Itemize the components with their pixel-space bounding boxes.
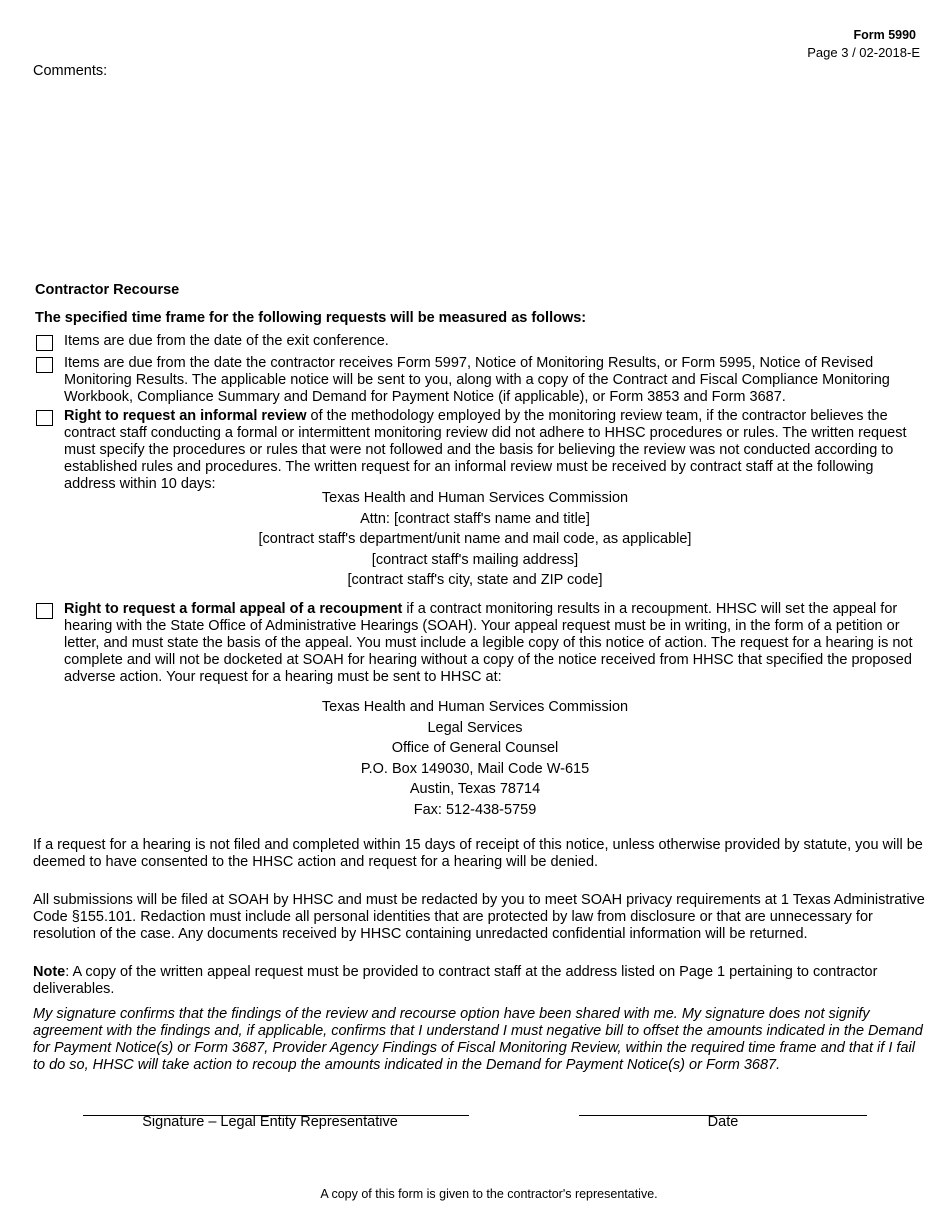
formal-appeal-heading: Right to request a formal appeal of a recoupment <box>64 601 403 617</box>
address-line: Texas Health and Human Services Commission <box>321 490 629 506</box>
formal-appeal-body: if a contract monitoring results in a recoupment. HHSC will set the appeal for hearing with the State Office of Administrative Hearings (SOAH). Your appeal request must be in writing, in the form of a petition or letter, and must state the basis of the appeal. You must include a legible copy of this notice of action. The request for a hearing is not complete and will not be docketed at SOAH for hearing without a copy of the notice received from HHSC that specified the proposed adverse action. Your request for a hearing must be sent to HHSC at: <box>64 601 913 685</box>
informal-review-heading: Right to request an informal review <box>64 408 307 424</box>
confirmation-paragraph: My signature confirms that the findings of the review and recourse option have been shared with me. My signature does not signify agreement with the findings and, if applicable, confirms that I understand I must negative bill to offset the amounts indicated in the Demand for Payment Notice(s) or Form 3687, Provider Agency Findings of Fiscal Monitoring Review, within the required time frame and that if I fail to do so, HHSC will take action to recoup the amounts indicated in the Demand for Payment Notice(s) or Form 3687. <box>33 1006 923 1073</box>
address-line: Austin, Texas 78714 <box>409 781 541 797</box>
checkbox-notice-receipt[interactable] <box>36 357 53 373</box>
note-label: Note <box>33 964 66 980</box>
hearing-deadline-paragraph: If a request for a hearing is not filed and completed within 15 days of receipt of this notice, unless otherwise provided by statute, you will be deemed to have consented to the HHSC action and request for a hearing will be denied. <box>33 837 923 870</box>
comments-label: Comments: <box>33 63 108 79</box>
footer-note: A copy of this form is given to the contractor's representative. <box>320 1187 658 1201</box>
address-line: [contract staff's city, state and ZIP code] <box>347 572 603 588</box>
option-notice-receipt <box>36 355 918 406</box>
option-informal-review-text <box>64 408 918 493</box>
address-line: Legal Services <box>427 719 523 736</box>
option-notice-receipt-text: Items are due from the date the contractor receives Form 5997, Notice of Monitoring Results, or Form 5995, Notice of Revised Monitoring Results. The applicable notice will be sent to you, along with a copy of the Contract and Fiscal Compliance Monitoring Workbook, Compliance Summary and Demand for Payment Notice (if applicable), or Form 3853 and Form 3687. <box>64 355 890 405</box>
date-label: Date <box>707 1114 739 1130</box>
option-exit-conference-text: Items are due from the date of the exit conference. <box>64 333 389 349</box>
address-line: [contract staff's mailing address] <box>371 551 579 568</box>
note-paragraph <box>33 964 925 998</box>
option-exit-conference <box>36 333 918 351</box>
formal-appeal-address <box>0 697 950 820</box>
note-text: : A copy of the written appeal request must be provided to contract staff at the address listed on Page 1 pertaining to contractor deliverables. <box>33 964 878 997</box>
address-line: Attn: [contract staff's name and title] <box>360 510 590 527</box>
option-formal-appeal <box>36 601 918 686</box>
address-line: Texas Health and Human Services Commission <box>321 699 629 715</box>
page-info: Page 3 / 02-2018-E <box>807 45 920 60</box>
form-number: Form 5990 <box>853 28 916 42</box>
checkbox-exit-conference[interactable] <box>36 335 53 351</box>
option-informal-review <box>36 408 918 493</box>
timeframe-heading: The specified time frame for the following requests will be measured as follows: <box>35 310 587 326</box>
option-formal-appeal-text <box>64 601 918 686</box>
address-line: [contract staff's department/unit name and mail code, as applicable] <box>258 531 692 547</box>
checkbox-informal-review[interactable] <box>36 410 53 426</box>
informal-review-body: of the methodology employed by the monitoring review team, if the contractor believes the contract staff conducting a formal or intermittent monitoring review did not adhere to HHSC procedures or rules. The written request must specify the procedures or rules that were not followed and the basis for believing the review was not conducted according to established rules and procedures. The written request for an informal review must be received by contract staff at the following address within 10 days: <box>64 408 907 492</box>
checkbox-formal-appeal[interactable] <box>36 603 53 619</box>
informal-review-address <box>0 488 950 591</box>
address-line: Fax: 512-438-5759 <box>413 801 537 818</box>
address-line: Office of General Counsel <box>391 740 559 756</box>
submissions-paragraph: All submissions will be filed at SOAH by HHSC and must be redacted by you to meet SOAH privacy requirements at 1 Texas Administrative Code §155.101. Redaction must include all personal identities that are protected by law from disclosure or that are unnecessary for resolution of the case. Any documents received by HHSC containing unredacted confidential information will be returned. <box>33 892 925 942</box>
section-title-contractor-recourse: Contractor Recourse <box>35 282 180 298</box>
address-line: P.O. Box 149030, Mail Code W-615 <box>360 760 590 777</box>
signature-label: Signature – Legal Entity Representative <box>142 1114 398 1130</box>
